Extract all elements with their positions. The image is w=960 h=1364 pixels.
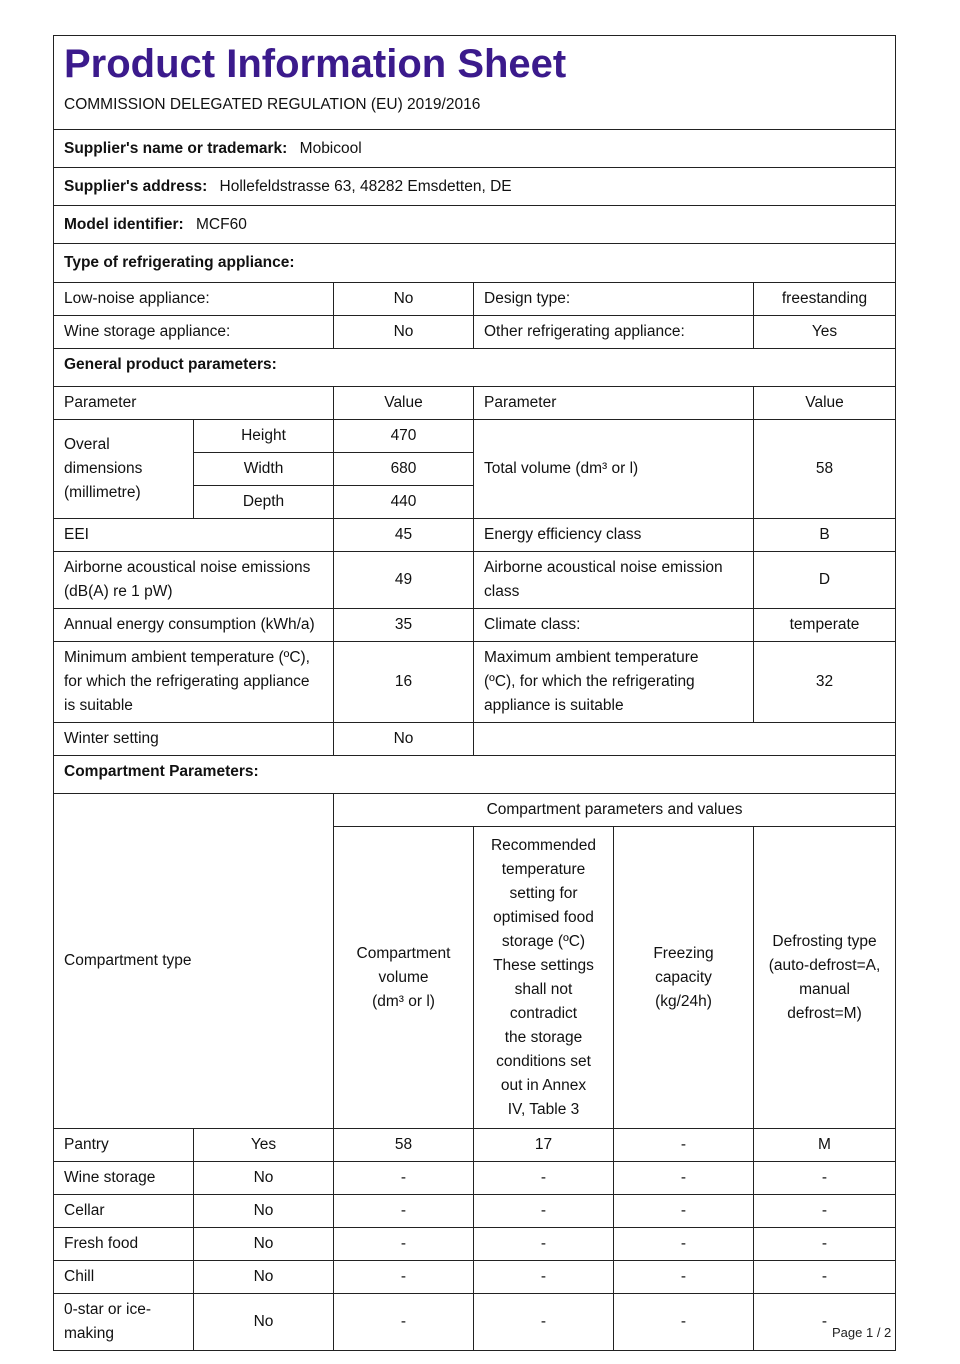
ambient-temperature-row bbox=[54, 642, 896, 723]
supplier-name-label: Supplier's name or trademark: bbox=[64, 139, 288, 157]
regulation-subtitle: COMMISSION DELEGATED REGULATION (EU) 2019/2016 bbox=[64, 96, 481, 113]
header-line: Compartment bbox=[356, 944, 451, 962]
header-line: optimised food bbox=[493, 908, 594, 926]
dimension-height-row bbox=[54, 420, 896, 453]
header-line: out in Annex bbox=[500, 1076, 587, 1094]
table-row bbox=[54, 1129, 896, 1162]
compartment-defrost: M bbox=[754, 1129, 896, 1162]
total-volume-label: Total volume (dm³ or l) bbox=[474, 420, 754, 519]
compartment-present: No bbox=[194, 1162, 334, 1195]
compartment-temp: - bbox=[474, 1195, 614, 1228]
max-temp-label-line: appliance is suitable bbox=[484, 697, 624, 714]
page-title: Product Information Sheet bbox=[64, 42, 567, 86]
compartment-present: Yes bbox=[194, 1129, 334, 1162]
noise-value: 49 bbox=[334, 552, 474, 609]
energy-class-value: B bbox=[754, 519, 896, 552]
general-heading: General product parameters: bbox=[54, 349, 896, 387]
annual-energy-row bbox=[54, 609, 896, 642]
compartment-type: Chill bbox=[54, 1261, 194, 1294]
page-number: Page 1 / 2 bbox=[832, 1325, 892, 1340]
header-line: defrost=M) bbox=[787, 1004, 862, 1022]
general-heading-row bbox=[54, 349, 896, 387]
eei-label: EEI bbox=[54, 519, 334, 552]
compartment-temp: 17 bbox=[474, 1129, 614, 1162]
header-line: volume bbox=[378, 968, 429, 986]
compartment-heading-row bbox=[54, 756, 896, 794]
noise-class-label-line: Airborne acoustical noise emission bbox=[484, 559, 723, 576]
compartment-type: Cellar bbox=[54, 1195, 194, 1228]
header-line: storage (ºC) bbox=[501, 932, 586, 950]
info-table bbox=[53, 35, 896, 1351]
dimensions-label-line: dimensions bbox=[64, 460, 143, 477]
max-temp-label bbox=[474, 642, 754, 723]
low-noise-row bbox=[54, 283, 896, 316]
low-noise-label: Low-noise appliance: bbox=[54, 283, 334, 316]
compartment-group-header-row bbox=[54, 794, 896, 827]
header-line: conditions set bbox=[496, 1052, 591, 1070]
compartment-type: Pantry bbox=[54, 1129, 194, 1162]
low-noise-value: No bbox=[334, 283, 474, 316]
compartment-present: No bbox=[194, 1294, 334, 1351]
annual-energy-value: 35 bbox=[334, 609, 474, 642]
header-line: the storage bbox=[504, 1028, 583, 1046]
compartment-freezing: - bbox=[614, 1228, 754, 1261]
header-line: contradict bbox=[509, 1004, 578, 1022]
header-line: temperature bbox=[501, 860, 586, 878]
header-line: (dm³ or l) bbox=[372, 992, 435, 1010]
compartment-volume: - bbox=[334, 1162, 474, 1195]
volume-header bbox=[334, 827, 474, 1129]
wine-storage-value: No bbox=[334, 316, 474, 349]
max-temp-label-line: Maximum ambient temperature bbox=[484, 649, 699, 666]
header-line: These settings bbox=[493, 956, 594, 974]
header-line: (auto-defrost=A, bbox=[768, 956, 881, 974]
table-row bbox=[54, 1162, 896, 1195]
compartment-freezing: - bbox=[614, 1195, 754, 1228]
depth-value: 440 bbox=[334, 486, 474, 519]
min-temp-label-line: for which the refrigerating appliance bbox=[64, 673, 310, 690]
compartment-heading: Compartment Parameters: bbox=[54, 756, 896, 794]
supplier-address-label: Supplier's address: bbox=[64, 177, 208, 195]
noise-class-value: D bbox=[754, 552, 896, 609]
compartment-volume: - bbox=[334, 1228, 474, 1261]
compartment-present: No bbox=[194, 1261, 334, 1294]
supplier-name-row bbox=[54, 130, 896, 168]
header-line: Defrosting type bbox=[772, 932, 877, 950]
winter-setting-value: No bbox=[334, 723, 474, 756]
compartment-volume: - bbox=[334, 1195, 474, 1228]
model-row bbox=[54, 206, 896, 244]
annual-energy-label: Annual energy consumption (kWh/a) bbox=[54, 609, 334, 642]
compartment-type bbox=[54, 1294, 194, 1351]
compartment-present: No bbox=[194, 1228, 334, 1261]
supplier-address-value: Hollefeldstrasse 63, 48282 Emsdetten, DE bbox=[219, 177, 512, 195]
compartment-defrost: - bbox=[754, 1294, 896, 1351]
width-value: 680 bbox=[334, 453, 474, 486]
supplier-address-row bbox=[54, 168, 896, 206]
compartment-defrost: - bbox=[754, 1195, 896, 1228]
header-line: manual bbox=[799, 980, 850, 998]
table-row bbox=[54, 1294, 896, 1351]
width-label: Width bbox=[194, 453, 334, 486]
table-row bbox=[54, 1228, 896, 1261]
compartment-freezing: - bbox=[614, 1162, 754, 1195]
winter-setting-row bbox=[54, 723, 896, 756]
compartment-defrost: - bbox=[754, 1261, 896, 1294]
noise-row bbox=[54, 552, 896, 609]
max-temp-label-line: (ºC), for which the refrigerating bbox=[484, 673, 695, 690]
depth-label: Depth bbox=[194, 486, 334, 519]
compartment-freezing: - bbox=[614, 1129, 754, 1162]
height-label: Height bbox=[194, 420, 334, 453]
design-type-label: Design type: bbox=[474, 283, 754, 316]
compartment-freezing: - bbox=[614, 1294, 754, 1351]
noise-class-label bbox=[474, 552, 754, 609]
title-row bbox=[54, 36, 896, 130]
compartment-type-header: Compartment type bbox=[54, 794, 334, 1129]
total-volume-value: 58 bbox=[754, 420, 896, 519]
compartment-present: No bbox=[194, 1195, 334, 1228]
noise-label-line: (dB(A) re 1 pW) bbox=[64, 583, 173, 600]
other-appliance-value: Yes bbox=[754, 316, 896, 349]
compartment-temp: - bbox=[474, 1294, 614, 1351]
header-line: capacity bbox=[655, 968, 712, 986]
product-information-sheet bbox=[53, 35, 895, 1351]
compartment-temp: - bbox=[474, 1162, 614, 1195]
max-temp-value: 32 bbox=[754, 642, 896, 723]
supplier-name-value: Mobicool bbox=[299, 139, 362, 157]
dimensions-label bbox=[54, 420, 194, 519]
table-row bbox=[54, 1195, 896, 1228]
compartment-defrost: - bbox=[754, 1228, 896, 1261]
compartment-volume: - bbox=[334, 1261, 474, 1294]
min-temp-label-line: is suitable bbox=[64, 697, 133, 714]
temperature-header bbox=[474, 827, 614, 1129]
winter-setting-label: Winter setting bbox=[54, 723, 334, 756]
header-line: shall not bbox=[514, 980, 573, 998]
climate-class-label: Climate class: bbox=[474, 609, 754, 642]
freezing-header bbox=[614, 827, 754, 1129]
compartment-volume: - bbox=[334, 1294, 474, 1351]
noise-label-line: Airborne acoustical noise emissions bbox=[64, 559, 311, 576]
other-appliance-label: Other refrigerating appliance: bbox=[474, 316, 754, 349]
table-row bbox=[54, 1261, 896, 1294]
value-header-left: Value bbox=[334, 387, 474, 420]
model-label: Model identifier: bbox=[64, 215, 184, 233]
compartment-volume: 58 bbox=[334, 1129, 474, 1162]
min-temp-label bbox=[54, 642, 334, 723]
empty-cell bbox=[474, 723, 896, 756]
design-type-value: freestanding bbox=[754, 283, 896, 316]
compartment-type-line: making bbox=[64, 1325, 114, 1342]
header-line: Freezing bbox=[653, 944, 714, 962]
compartment-defrost: - bbox=[754, 1162, 896, 1195]
climate-class-value: temperate bbox=[754, 609, 896, 642]
compartment-temp: - bbox=[474, 1228, 614, 1261]
noise-class-label-line: class bbox=[484, 583, 520, 600]
model-value: MCF60 bbox=[196, 215, 247, 233]
wine-storage-label: Wine storage appliance: bbox=[54, 316, 334, 349]
appliance-type-heading-row bbox=[54, 244, 896, 283]
compartment-group-header: Compartment parameters and values bbox=[334, 794, 896, 827]
parameter-header-left: Parameter bbox=[54, 387, 334, 420]
parameter-header-right: Parameter bbox=[474, 387, 754, 420]
eei-value: 45 bbox=[334, 519, 474, 552]
header-line: IV, Table 3 bbox=[507, 1100, 580, 1118]
appliance-type-heading: Type of refrigerating appliance: bbox=[54, 244, 896, 283]
min-temp-label-line: Minimum ambient temperature (ºC), bbox=[64, 649, 310, 666]
wine-storage-row bbox=[54, 316, 896, 349]
header-line: setting for bbox=[509, 884, 578, 902]
min-temp-value: 16 bbox=[334, 642, 474, 723]
header-line: Recommended bbox=[490, 836, 597, 854]
energy-class-label: Energy efficiency class bbox=[474, 519, 754, 552]
compartment-type: Fresh food bbox=[54, 1228, 194, 1261]
dimensions-label-line: Overal bbox=[64, 436, 110, 453]
compartment-temp: - bbox=[474, 1261, 614, 1294]
compartment-freezing: - bbox=[614, 1261, 754, 1294]
general-column-header-row bbox=[54, 387, 896, 420]
defrost-header bbox=[754, 827, 896, 1129]
header-line: (kg/24h) bbox=[655, 992, 712, 1010]
dimensions-label-line: (millimetre) bbox=[64, 484, 141, 501]
value-header-right: Value bbox=[754, 387, 896, 420]
compartment-type-line: 0-star or ice- bbox=[64, 1301, 151, 1318]
height-value: 470 bbox=[334, 420, 474, 453]
eei-row bbox=[54, 519, 896, 552]
noise-label bbox=[54, 552, 334, 609]
compartment-type: Wine storage bbox=[54, 1162, 194, 1195]
